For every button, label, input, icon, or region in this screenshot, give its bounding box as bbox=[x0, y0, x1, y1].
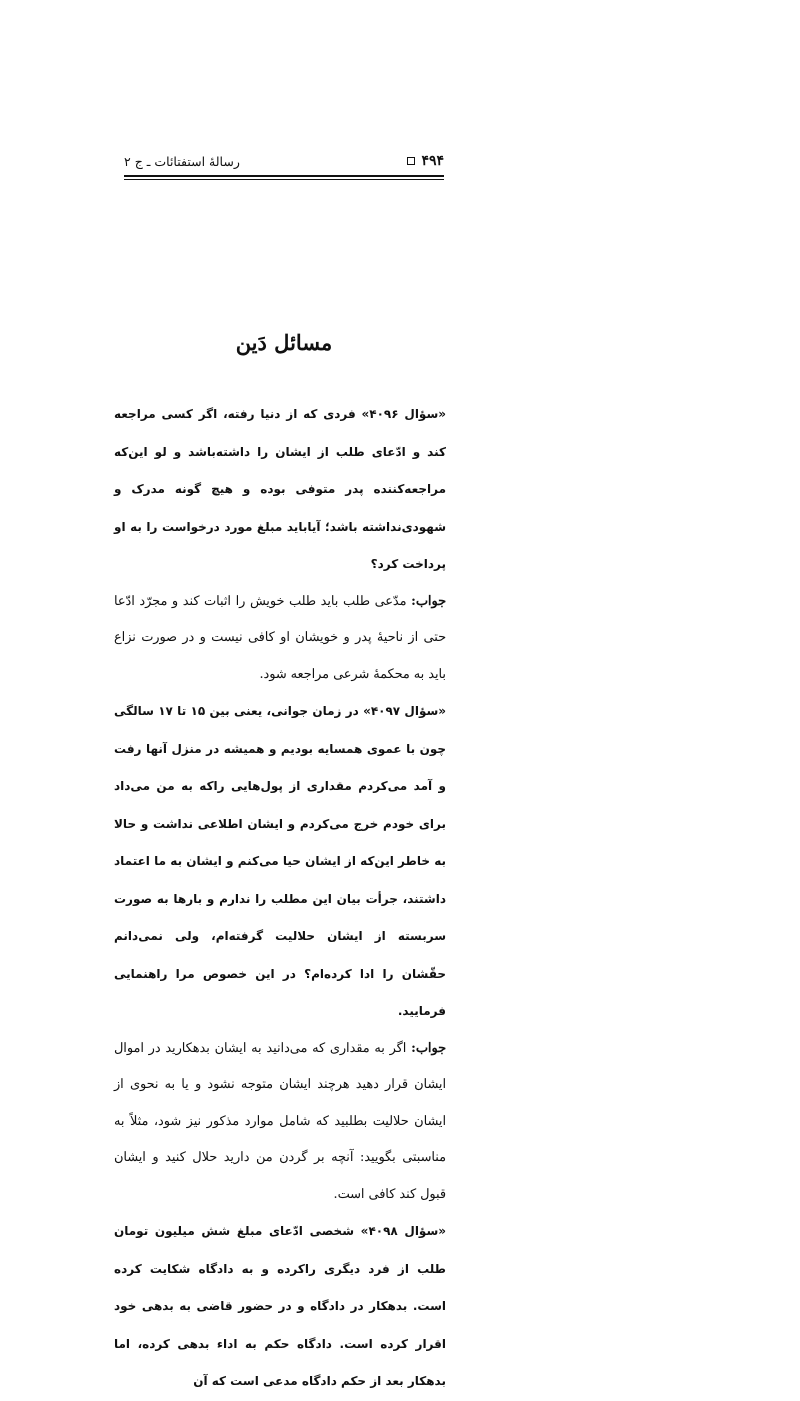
question-paragraph bbox=[114, 1213, 446, 1401]
header-divider-thick bbox=[124, 175, 444, 177]
page-number-group bbox=[407, 153, 444, 169]
page-number: ۴۹۴ bbox=[421, 153, 444, 169]
section-title: مسائل دَین bbox=[235, 330, 333, 355]
question-text: «سؤال ۴۰۹۷» در زمان جوانی، یعنی بین ۱۵ تا ۱۷ سالگی چون با عموی همسایه بودیم و همیشه در منزل آنها رفت و آمد می‌کردم مقداری از پول‌هایی را‌که به من می‌داد برای خودم خرج می‌کردم و ایشان اطلاعی نداشت و حالا به خاطر این‌که از ایشان حیا می‌کنم و ایشان به ما اعتماد داشتند، جرأت بیان این مطلب را ندارم و بارها به صورت سربسته از ایشان حلالیت گرفته‌ام، ولی نمی‌دانم حقّشان را ادا کرده‌ام؟ در این خصوص مرا راهنمایی فرمایید. bbox=[114, 704, 447, 1018]
square-bullet-icon bbox=[407, 157, 415, 165]
answer-text: اگر به مقداری که می‌دانید به ایشان بدهکارید در اموال ایشان قرار دهید هرچند ایشان متوجه نشود و یا به نحوی از ایشان حلالیت بطلبید که شامل موارد مذکور نیز شود، مثلاً به مناسبتی بگویید: آنچه بر گردن من دارید حلال کنید و ایشان قبول کند کافی است. bbox=[114, 1040, 446, 1202]
question-text: «سؤال ۴۰۹۸» شخصی ادّعای مبلغ شش میلیون تومان طلب از فرد دیگری را‌کرده و به دادگاه شکایت کرده است. بدهکار در دادگاه و در حضور قاضی به بدهی خود اقرار کرده است. دادگاه حکم به اداء بدهی کرده، اما بدهکار بعد از حکم دادگاه مدعی است که آن bbox=[114, 1224, 447, 1388]
question-paragraph bbox=[114, 396, 446, 584]
header-divider-thin bbox=[124, 179, 444, 180]
answer-label: جواب: bbox=[411, 593, 446, 609]
page-content bbox=[114, 396, 446, 1401]
answer-paragraph bbox=[114, 1031, 446, 1214]
answer-text: مدّعی طلب باید طلب خویش را اثبات کند و مجرّد ادّعا حتی از ناحیهٔ پدر و خویشان او کافی نیست و در صورت نزاع باید به محکمهٔ شرعی مراجعه شود. bbox=[114, 593, 446, 682]
answer-paragraph bbox=[114, 584, 446, 694]
answer-label: جواب: bbox=[411, 1040, 446, 1056]
question-paragraph bbox=[114, 693, 446, 1031]
question-text: «سؤال ۴۰۹۶» فردی که از دنیا رفته، اگر کسی مراجعه کند و ادّعای طلب از ایشان را داشته‌باشد و لو این‌که مراجعه‌کننده پدر متوفی بوده و هیچ گونه مدرک و شهودی‌نداشته باشد؛ آیا‌باید مبلغ مورد درخواست را به او پرداخت کرد؟ bbox=[114, 407, 447, 571]
running-title: رسالهٔ استفتائات ـ ج ۲ bbox=[124, 153, 240, 169]
page-header bbox=[124, 150, 444, 172]
